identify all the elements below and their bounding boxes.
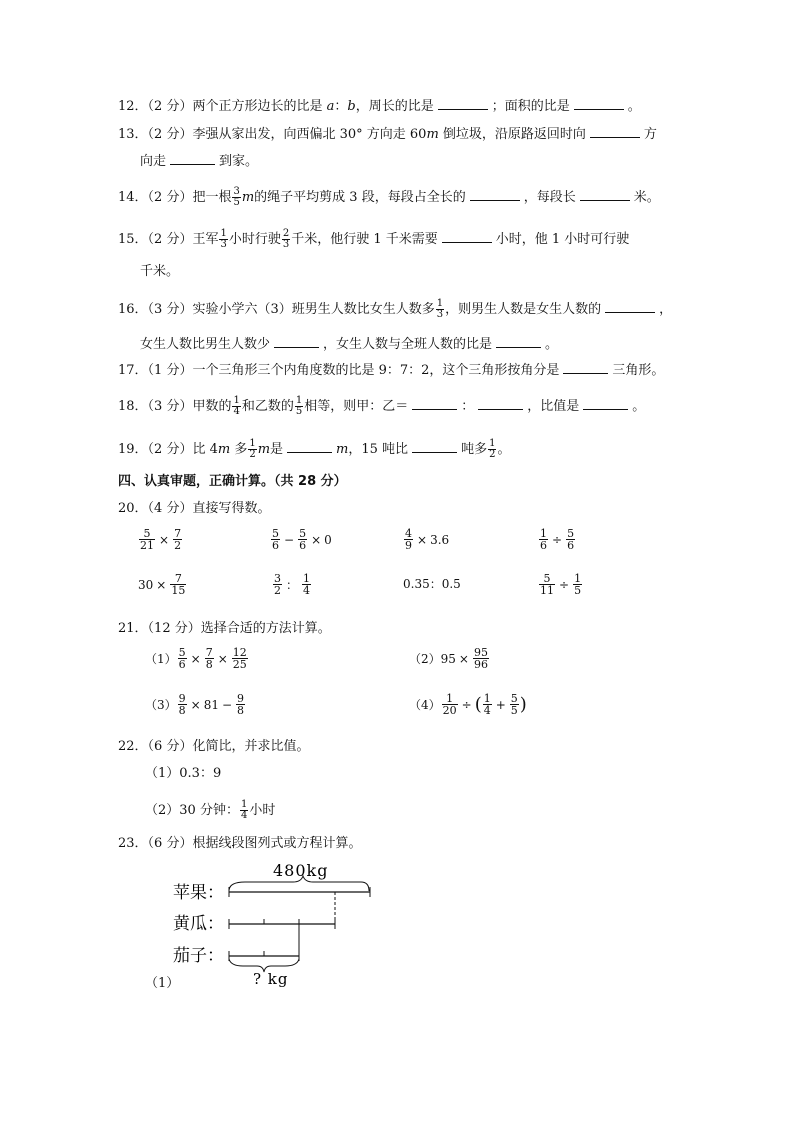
question-17: 17．（1 分）一个三角形三个内角度数的比是 9：7：2，这个三角形按角分是 三角形。 (118, 359, 664, 381)
answer-blank[interactable] (412, 438, 457, 453)
fraction: $\frac{1}{2}$ (489, 438, 496, 460)
question-16: 16．（3 分）实验小学六（3）班男生人数比女生人数多 $\frac{1}{3}$ ，则男生人数是女生人数的 ， (118, 298, 673, 320)
question-13-line2: 向走 到家。 (140, 150, 258, 172)
answer-blank[interactable] (605, 298, 655, 313)
expression: （2）95 × $\frac{95}{96}$ (409, 646, 488, 671)
expression: 30 × $\frac{7}{15}$ (138, 572, 186, 597)
question-22-title: 22．（6 分）化简比，并求比值。 (118, 739, 310, 754)
question-18: 18．（3 分）甲数的 $\frac{1}{4}$ 和乙数的 $\frac{1}{5}$ 相等，则甲：乙＝ ： ，比值是 。 (118, 395, 646, 417)
answer-blank[interactable] (478, 395, 523, 410)
expression: （3） $\frac{9}{8}$ × 81 − $\frac{9}{8}$ (145, 692, 245, 717)
answer-blank[interactable] (563, 359, 608, 374)
answer-blank[interactable] (470, 186, 520, 201)
question-23-title: 23．（6 分）根据线段图列式或方程计算。 (118, 836, 362, 851)
expression: $\frac{5}{6}$ − $\frac{5}{6}$ × 0 (272, 527, 332, 552)
expression: （1） $\frac{5}{6}$ × $\frac{7}{8}$ × $\frac{12}{25}$ (145, 646, 247, 671)
answer-blank[interactable] (170, 150, 215, 165)
fraction: $\frac{3}{5}$ (233, 186, 240, 208)
question-15: 15．（2 分）王军 $\frac{1}{3}$ 小时行驶 $\frac{2}{3}$ 千米，他行驶 1 千米需要 小时，他 1 小时可行驶 (118, 228, 630, 250)
expression: 0.35：0.5 (403, 577, 461, 591)
question-16-line2: 女生人数比男生人数少 ，女生人数与全班人数的比是 。 (140, 333, 558, 355)
unknown-label: ? kg (253, 970, 289, 988)
question-23-part1: （1） (145, 976, 180, 991)
answer-blank[interactable] (590, 123, 640, 138)
row-label: 黄瓜： (173, 914, 224, 934)
expression: $\frac{5}{11}$ ÷ $\frac{1}{5}$ (540, 572, 582, 597)
answer-blank[interactable] (442, 228, 492, 243)
expression: $\frac{3}{2}$ ： $\frac{1}{4}$ (274, 572, 311, 597)
question-13: 13．（2 分）李强从家出发，向西偏北 30° 方向走 60m 倒垃圾，沿原路返回时向 方 (118, 123, 657, 145)
fraction: $\frac{1}{5}$ (295, 395, 303, 417)
expression: （4） $\frac{1}{20}$ ÷ ( $\frac{1}{4}$ + $\frac{5}{5}$ ) (409, 692, 527, 717)
question-12: 12．（2 分）两个正方形边长的比是 a：b，周长的比是 ；面积的比是 。 (118, 95, 641, 117)
answer-blank[interactable] (287, 438, 332, 453)
fraction: $\frac{1}{4}$ (233, 395, 240, 417)
expression: $\frac{5}{21}$ × $\frac{7}{2}$ (140, 527, 182, 552)
question-15-line2: 千米。 (140, 264, 180, 279)
question-22-part1: （1）0.3：9 (145, 766, 222, 781)
line-segment-diagram (165, 858, 425, 988)
answer-blank[interactable] (496, 333, 541, 348)
row-label: 茄子： (173, 946, 224, 966)
answer-blank[interactable] (574, 95, 624, 110)
fraction: $\frac{1}{3}$ (436, 298, 444, 320)
expression: $\frac{1}{6}$ ÷ $\frac{5}{6}$ (540, 527, 575, 552)
row-label: 苹果： (173, 883, 224, 903)
expression: $\frac{4}{9}$ × 3.6 (405, 527, 450, 552)
question-14: 14．（2 分）把一根 $\frac{3}{5}$ m的绳子平均剪成 3 段，每段占全长的 ，每段长 米。 (118, 186, 660, 208)
fraction: $\frac{1}{2}$ (249, 438, 256, 460)
question-21-title: 21．（12 分）选择合适的方法计算。 (118, 621, 331, 636)
answer-blank[interactable] (583, 395, 628, 410)
question-22-part2: （2）30 分钟： $\frac{1}{4}$ 小时 (145, 799, 276, 821)
section-heading: 四、认真审题，正确计算。（共 28 分） (118, 474, 347, 489)
answer-blank[interactable] (412, 395, 457, 410)
total-label: 480kg (273, 861, 329, 880)
question-20-title: 20．（4 分）直接写得数。 (118, 501, 271, 516)
answer-blank[interactable] (438, 95, 488, 110)
fraction: $\frac{1}{3}$ (220, 228, 227, 250)
answer-blank[interactable] (580, 186, 630, 201)
answer-blank[interactable] (274, 333, 319, 348)
fraction: $\frac{2}{3}$ (282, 228, 290, 250)
question-19: 19．（2 分）比 4m 多 $\frac{1}{2}$ m是 m，15 吨比 吨多 $\frac{1}{2}$ 。 (118, 438, 511, 460)
